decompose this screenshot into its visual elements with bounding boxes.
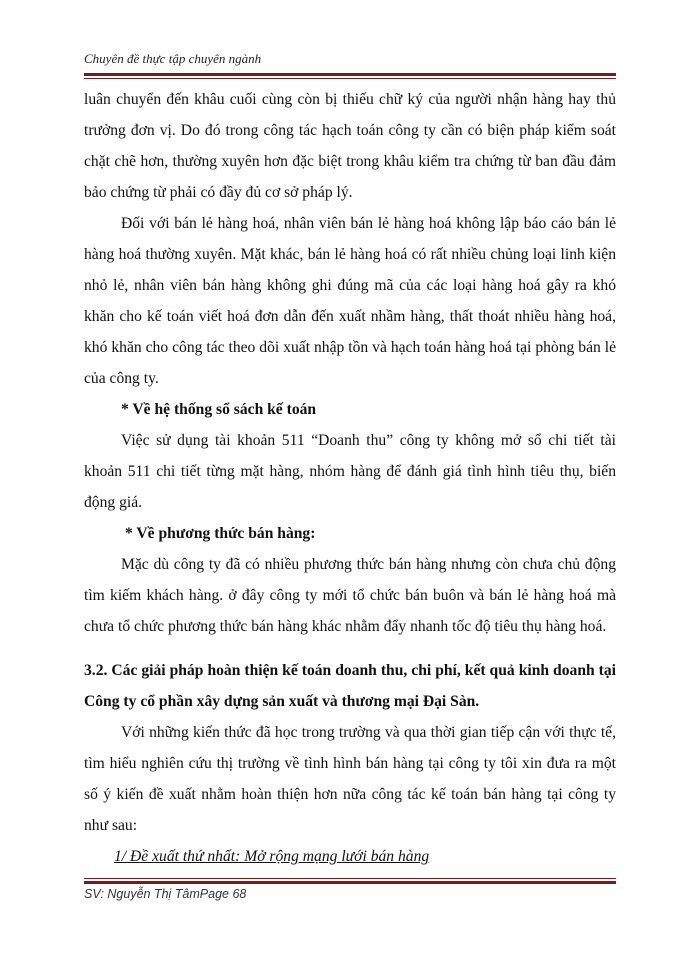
paragraph-2: Đối với bán lẻ hàng hoá, nhân viên bán lẻ hàng hoá không lập báo cáo bán lẻ hàng hoá thường xuyên. Mặt khác, bán lẻ hàng hoá có rất nhiều chủng loại linh kiện nhỏ lẻ, nhân viên bán hàng không ghi đúng mã của các loại hàng hoá gây ra khó khăn cho kế toán viết hoá đơn dẫn đến xuất nhầm hàng, thất thoát nhiều hàng hoá, khó khăn cho công tác theo dõi xuất nhập tồn và hạch toán hàng hoá tại phòng bán lẻ của công ty.: [84, 215, 616, 387]
paragraph-5: Với những kiến thức đã học trong trường và qua thời gian tiếp cận với thực tế, tìm hiểu nghiên cứu thị trường về tình hình bán hàng tại công ty tôi xin đưa ra một số ý kiến đề xuất nhằm hoàn thiện hơn nữa công tác kế toán bán hàng tại công ty như sau:: [84, 724, 616, 834]
page-footer: SV: Nguyễn Thị TâmPage 68: [84, 887, 247, 901]
running-header: Chuyên đề thực tập chuyên ngành: [84, 51, 262, 66]
footer-rule: [84, 878, 616, 884]
paragraph-1: luân chuyển đến khâu cuối cùng còn bị thiếu chữ ký của người nhận hàng hay thủ trưởng đơn vị. Do đó trong công tác hạch toán công ty cần có biện pháp kiểm soát chặt chẽ hơn, thường xuyên hơn đặc biệt trong khâu kiểm tra chứng từ ban đầu đảm bảo chứng từ phải có đầy đủ cơ sở pháp lý.: [84, 91, 616, 201]
paragraph-3: Việc sử dụng tài khoản 511 “Doanh thu” công ty không mở sổ chi tiết tài khoản 511 chi tiết từng mặt hàng, nhóm hàng để đánh giá tình hình tiêu thụ, biến động giá.: [84, 432, 616, 511]
subheading-sales-method: * Về phương thức bán hàng:: [125, 525, 316, 542]
section-heading: 3.2. Các giải pháp hoàn thiện kế toán doanh thu, chi phí, kết quả kinh doanh tại Công ty cổ phần xây dựng sản xuất và thương mại Đại Sàn.: [84, 662, 616, 710]
header-rule: [84, 73, 616, 79]
subheading-ledger: * Về hệ thống sổ sách kế toán: [121, 401, 317, 418]
proposal-heading: 1/ Đề xuất thứ nhất: Mở rộng mạng lưới bán hàng: [114, 848, 430, 865]
document-body: [84, 84, 616, 872]
paragraph-4: Mặc dù công ty đã có nhiều phương thức bán hàng nhưng còn chưa chủ động tìm kiếm khách hàng. ở đây công ty mới tổ chức bán buôn và bán lẻ hàng hoá mà chưa tổ chức phương thức bán hàng khác nhằm đẩy nhanh tốc độ tiêu thụ hàng hoá.: [84, 556, 616, 635]
